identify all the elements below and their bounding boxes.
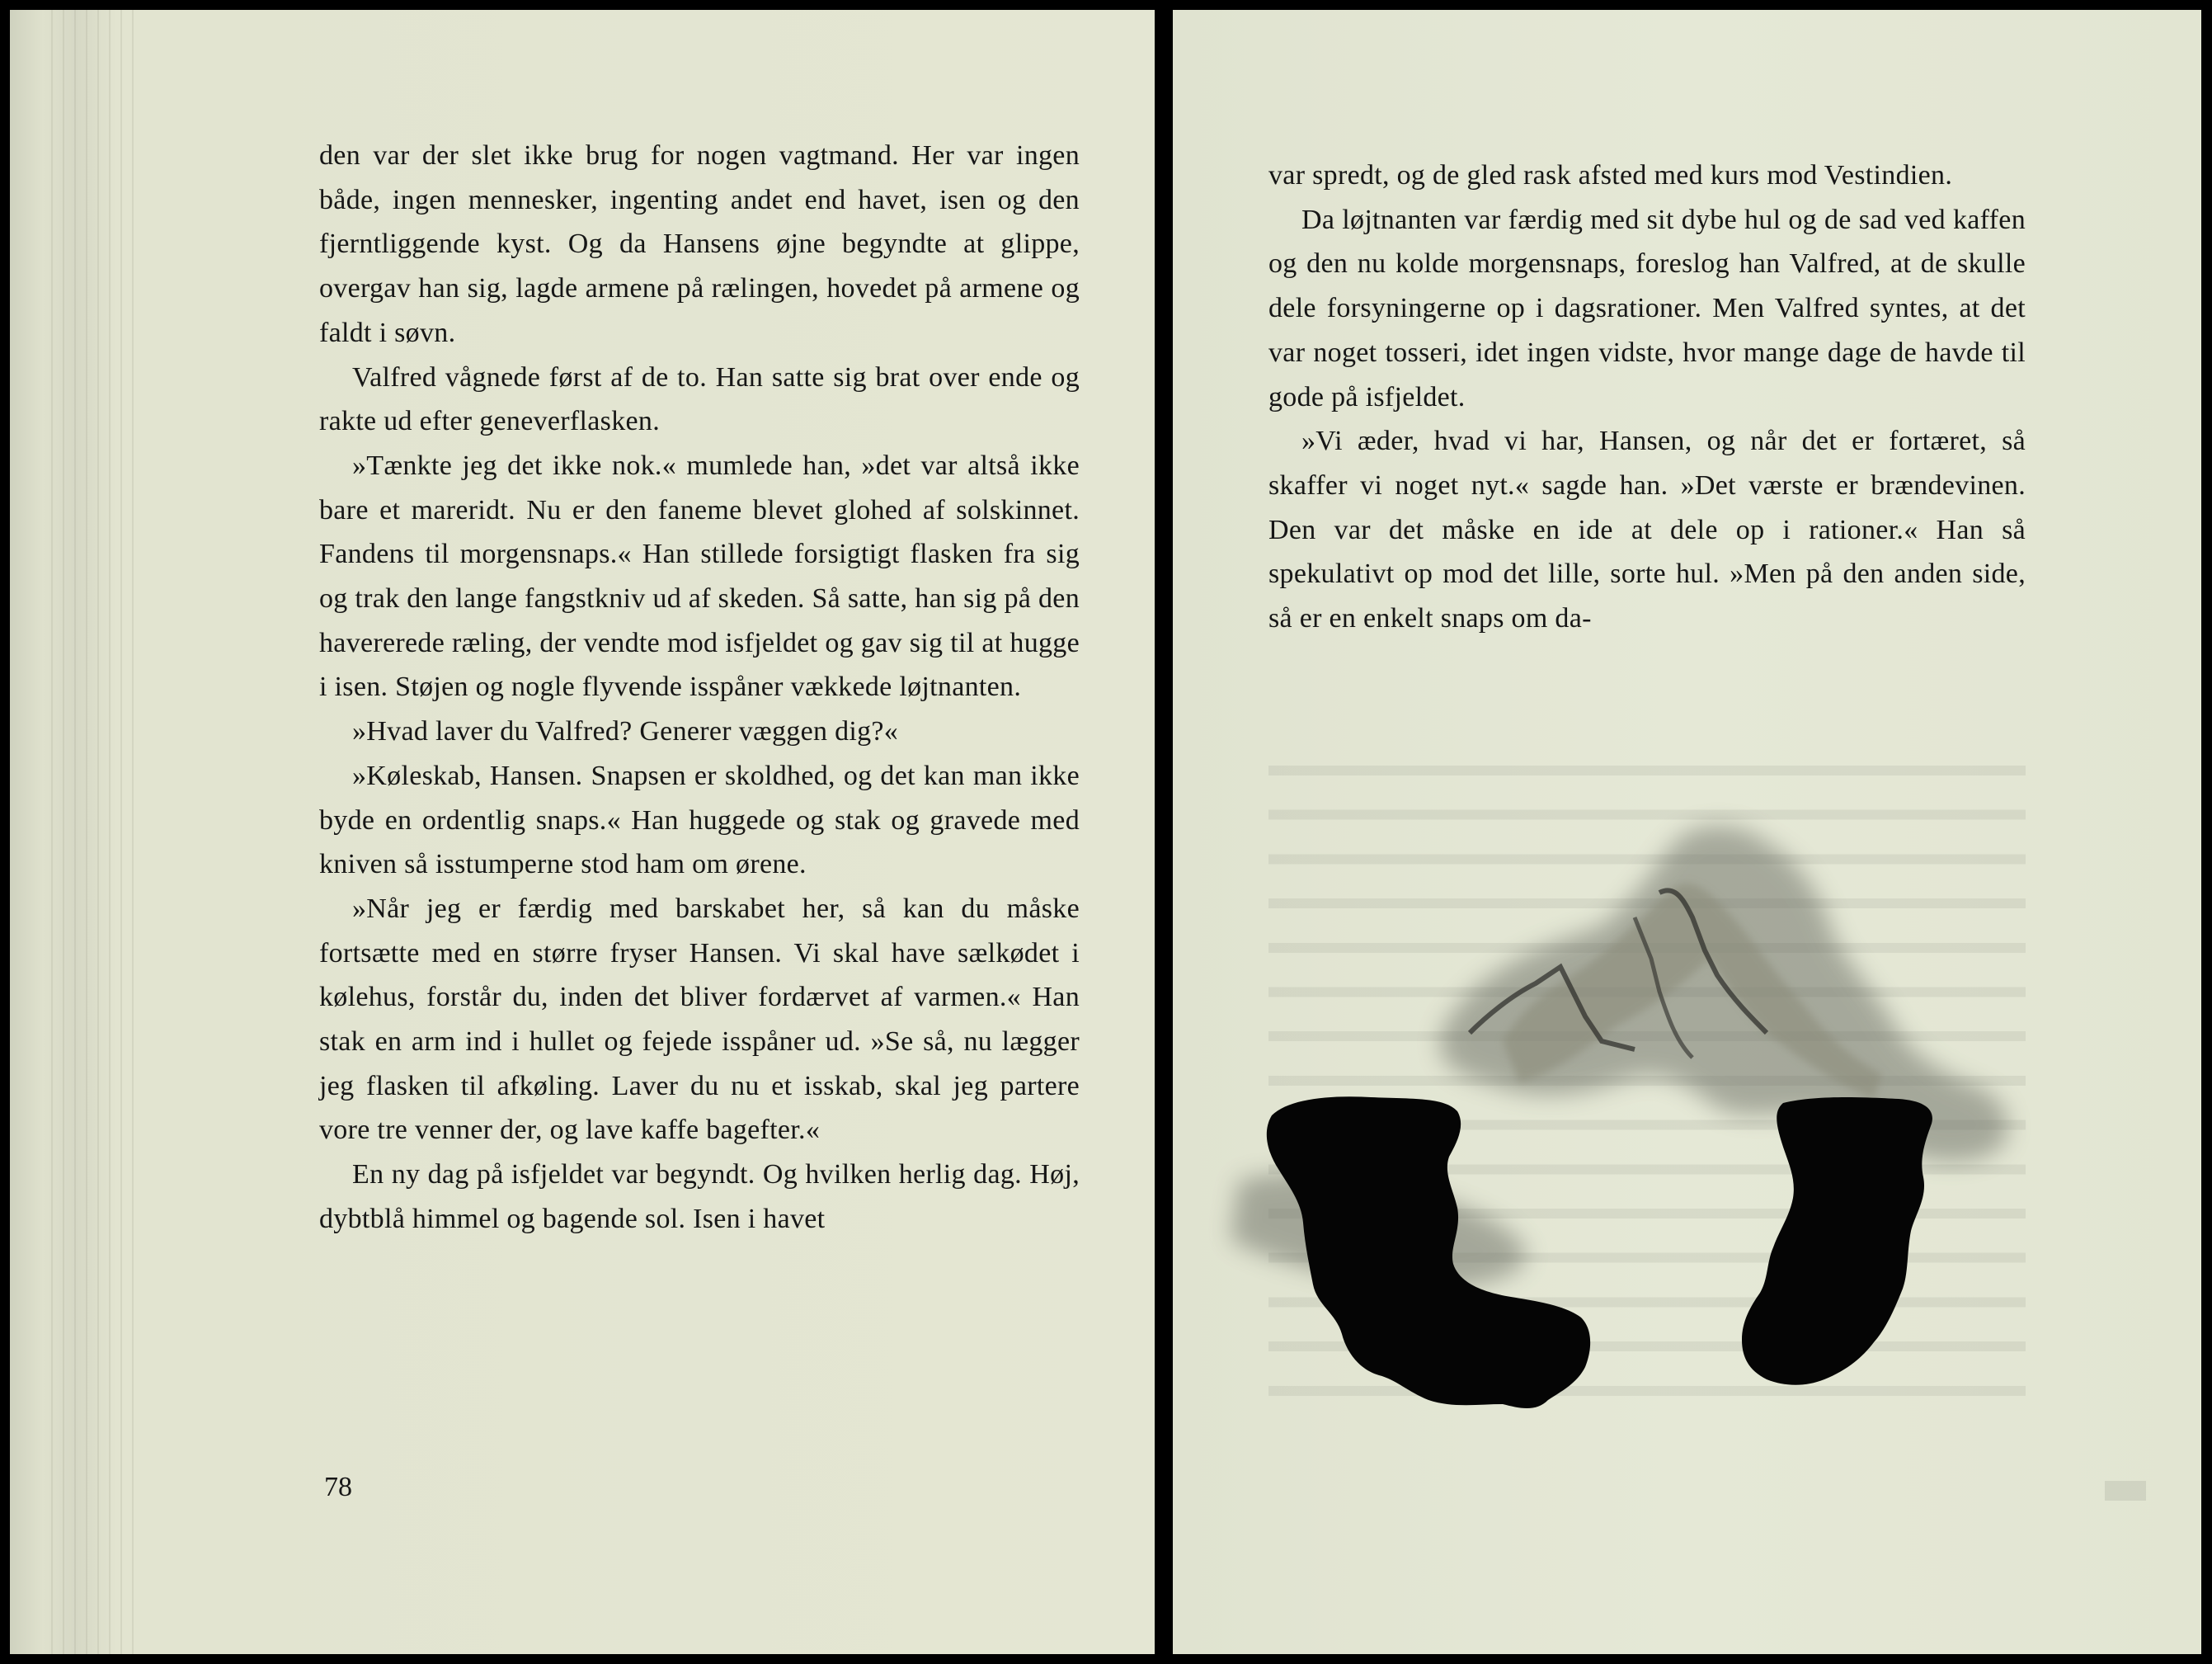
paragraph: En ny dag på isfjeldet var begyndt. Og hvilken herlig dag. Høj, dybtblå himmel og bagende sol. Isen i havet [319, 1159, 1080, 1234]
burn-damage [1173, 10, 2201, 1654]
page-edge-stack [51, 10, 142, 1654]
paragraph: »Vi æder, hvad vi har, Hansen, og når det er fortæret, så skaffer vi noget nyt.« sagde han. »Det værste er brændevinen. Den var det måske en ide at dele op i rationer.« Han så spekulativt op mod det lille, sorte hul. »Men på den anden side, så er en enkelt snaps om da- [1268, 426, 2026, 634]
paragraph: »Hvad laver du Valfred? Generer væggen dig?« [352, 716, 899, 747]
left-page [10, 10, 1155, 1654]
paragraph: Da løjtnanten var færdig med sit dybe hul og de sad ved kaffen og den nu kolde morgensnaps, foreslog han Valfred, at de skulle dele forsyningerne op i dagsrationer. Men Valfred syntes, at det var noget tosseri, idet ingen vidste, hvor mange dage de havde til gode på isfjeldet. [1268, 204, 2026, 412]
paragraph: den var der slet ikke brug for nogen vagtmand. Her var ingen både, ingen mennesker, ingenting andet end havet, isen og den fjerntliggende kyst. Og da Hansens øjne begyndte at glippe, overgav han sig, lagde armene på rælingen, hovedet på armene og faldt i søvn. [319, 140, 1080, 348]
paragraph: Valfred vågnede først af de to. Han satte sig brat over ende og rakte ud efter geneverflasken. [319, 361, 1080, 437]
right-page [1173, 10, 2201, 1654]
paragraph: »Køleskab, Hansen. Snapsen er skoldhed, og det kan man ikke byde en ordentlig snaps.« Han huggede og stak og gravede med kniven så isstumperne stod ham om ørene. [319, 760, 1080, 880]
hole-right [1742, 1097, 1932, 1385]
hole-left [1267, 1096, 1590, 1408]
paragraph: »Tænkte jeg det ikke nok.« mumlede han, »det var altså ikke bare et mareridt. Nu er den faneme blevet glohed af solskinnet. Fandens til morgensnaps.« Han stillede forsigtigt flasken fra sig og trak den lange fangstkniv ud af skeden. Så satte, han sig på den havererede ræling, der vendte mod isfjeldet og gav sig til at hugge i isen. Støjen og nogle flyvende isspåner vækkede løjtnanten. [319, 450, 1080, 703]
left-page-text [319, 134, 1080, 1242]
paragraph: var spredt, og de gled rask afsted med kurs mod Vestindien. [1268, 160, 1953, 191]
paragraph: »Når jeg er færdig med barskabet her, så kan du måske fortsætte med en større fryser Hansen. Vi skal have sælkødet i kølehus, forstår du, inden det bliver fordærvet af varmen.« Han stak en arm ind i hullet og fejede isspåner ud. »Se så, nu lægger jeg flasken til afkøling. Laver du nu et isskab, skal jeg partere vore tre venner der, og lave kaffe bagefter.« [319, 893, 1080, 1146]
page-number: 78 [324, 1472, 352, 1502]
